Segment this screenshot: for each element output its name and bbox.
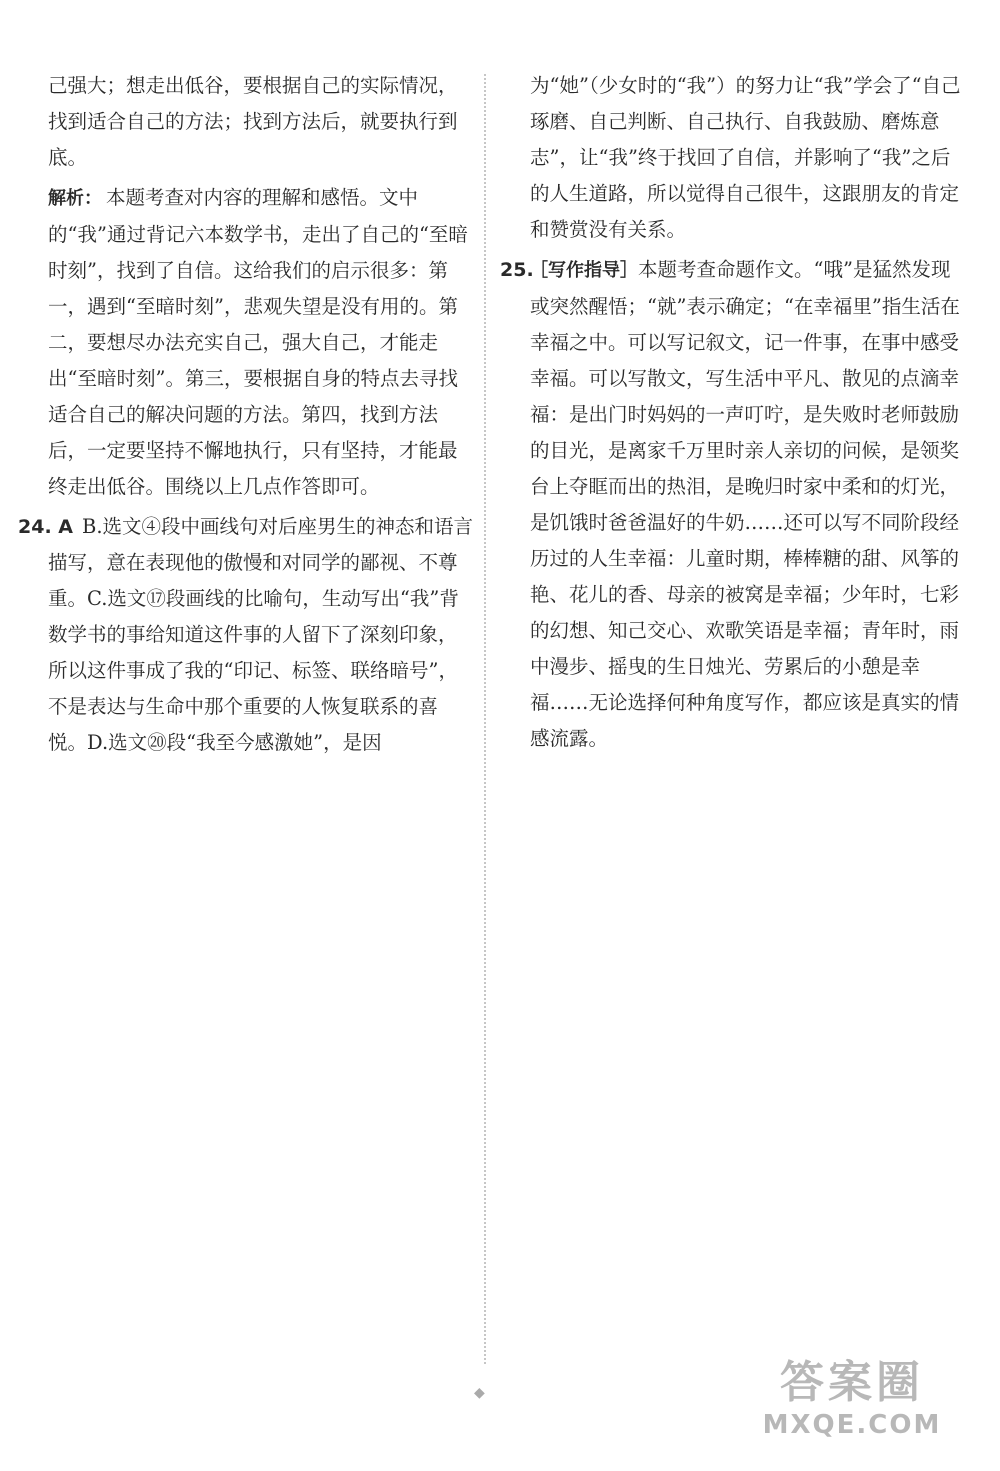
watermark-logo-text: 答案圈 <box>780 1357 924 1408</box>
page-footer-mark: ◆ <box>474 1385 485 1401</box>
column-divider <box>484 74 486 1364</box>
answer-25-text: 本题考查命题作文。“哦”是猛然发现或突然醒悟；“就”表示确定；“在幸福里”指生活在幸福之中。可以写记叙文，记一件事，在事中感受幸福。可以写散文，写生活中平凡、散见的点滴幸福：是出门时妈妈的一声叮咛，是失败时老师鼓励的目光，是离家千万里时亲人亲切的问候，是领奖台上夺眶而出的热泪，是晚归时家中柔和的灯光，是饥饿时爸爸温好的牛奶……还可以写不同阶段经历过的人生幸福：儿童时期，棒棒糖的甜、风筝的艳、花儿的香、母亲的被窝是幸福；少年时，七彩的幻想、知己交心、欢歌笑语是幸福；青年时，雨中漫步、摇曳的生日烛光、劳累后的小憩是幸福……无论选择何种角度写作，都应该是真实的情感流露。 <box>530 258 960 750</box>
analysis-text: 本题考查对内容的理解和感悟。文中的“我”通过背记六本数学书，走出了自己的“至暗时刻”，找到了自信。这给我们的启示很多：第一，遇到“至暗时刻”，悲观失望是没有用的。第二，要想尽办法充实自己，强大自己，才能走出“至暗时刻”。第三，要根据自身的特点去寻找适合自己的解决问题的方法。第四，找到方法后，一定要坚持不懈地执行，只有坚持，才能最终走出低谷。围绕以上几点作答即可。 <box>48 186 468 498</box>
answer-24-continued: 为“她”（少女时的“我”）的努力让“我”学会了“自己琢磨、自己判断、自己执行、自我鼓励、磨炼意志”，让“我”终于找回了自信，并影响了“我”之后的人生道路，所以觉得自己很牛，这跟朋友的肯定和赞赏没有关系。 <box>530 74 961 241</box>
answer-25 <box>500 252 962 757</box>
question-number-24: 24. A <box>18 516 73 538</box>
answer-24 <box>18 509 476 761</box>
question-number-25: 25. <box>500 259 534 281</box>
left-column <box>18 68 476 765</box>
analysis-label: 解析： <box>48 188 102 209</box>
right-column <box>500 68 962 761</box>
writing-guide-tag: ［写作指导］ <box>530 260 638 281</box>
answer-23-analysis <box>18 180 476 505</box>
watermark-url: MXQE.COM <box>762 1410 942 1440</box>
site-watermark <box>732 1357 972 1457</box>
answer-24-text: B.选文④段中画线句对后座男生的神态和语言描写，意在表现他的傲慢和对同学的鄙视、不尊重。C.选文⑰段画线的比喻句，生动写出“我”背数学书的事给知道这件事的人留下了深刻印象，所以这件事成了我的“印记、标签、联络暗号”，不是表达与生命中那个重要的人恢复联系的喜悦。D.选文⑳段“我至今感激她”，是因 <box>48 515 474 754</box>
answer-23-conclusion: 己强大；想走出低谷，要根据自己的实际情况，找到适合自己的方法；找到方法后，就要执行到底。 <box>48 74 458 169</box>
